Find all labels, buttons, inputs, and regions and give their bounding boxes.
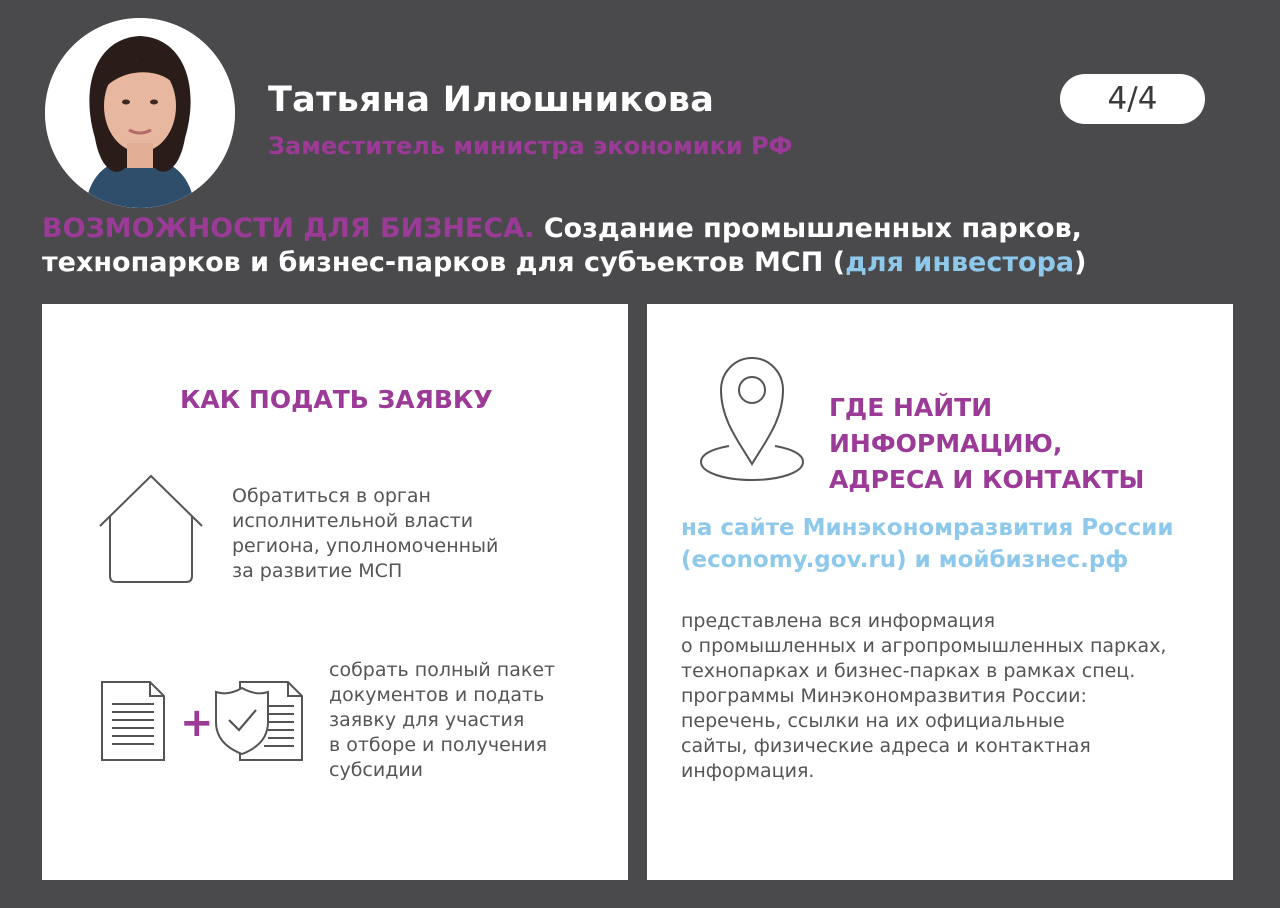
info-line: технопарках и бизнес-парках в рамках спец. bbox=[681, 660, 1136, 682]
headline-investor-link: для инвестора bbox=[845, 247, 1075, 278]
step1-line: региона, уполномоченный bbox=[232, 535, 499, 557]
info-description bbox=[681, 609, 1166, 784]
info-line: о промышленных и агропромышленных парках, bbox=[681, 635, 1167, 657]
card-title-info-line: АДРЕСА И КОНТАКТЫ bbox=[829, 465, 1145, 494]
info-line: информация. bbox=[681, 760, 815, 782]
step1-line: исполнительной власти bbox=[232, 510, 474, 532]
location-pin-icon bbox=[699, 354, 805, 482]
avatar bbox=[45, 18, 235, 208]
step2-line: документов и подать bbox=[329, 684, 545, 706]
step2-line: субсидии bbox=[329, 759, 424, 781]
shield-check-document-icon bbox=[214, 678, 306, 764]
step1-line: Обратиться в орган bbox=[232, 485, 431, 507]
step2-line: собрать полный пакет bbox=[329, 659, 556, 681]
step2-line: в отборе и получения bbox=[329, 734, 547, 756]
document-icon bbox=[100, 680, 166, 762]
plus-sign: + bbox=[180, 700, 214, 746]
headline bbox=[42, 212, 1232, 280]
person-role: Заместитель министра экономики РФ bbox=[268, 132, 793, 160]
step1-line: за развитие МСП bbox=[232, 560, 403, 582]
step2-text bbox=[329, 658, 555, 783]
info-line: представлена вся информация bbox=[681, 610, 996, 632]
website-link-line[interactable]: (economy.gov.ru) и мойбизнес.рф bbox=[681, 547, 1129, 573]
house-icon bbox=[96, 472, 206, 587]
info-card bbox=[647, 304, 1233, 880]
page-counter: 4/4 bbox=[1060, 74, 1205, 124]
info-line: сайты, физические адреса и контактная bbox=[681, 735, 1091, 757]
step1-text bbox=[232, 484, 498, 584]
website-link-line[interactable]: на сайте Минэкономразвития России bbox=[681, 515, 1174, 541]
info-line: программы Минэкономразвития России: bbox=[681, 685, 1087, 707]
person-name: Татьяна Илюшникова bbox=[268, 80, 715, 120]
info-line: перечень, ссылки на их официальные bbox=[681, 710, 1065, 732]
portrait-image bbox=[45, 18, 235, 208]
website-link-text[interactable] bbox=[681, 512, 1173, 576]
card-title-info-line: ГДЕ НАЙТИ ИНФОРМАЦИЮ, bbox=[829, 393, 1063, 458]
card-title-apply: КАК ПОДАТЬ ЗАЯВКУ bbox=[180, 385, 493, 414]
step2-line: заявку для участия bbox=[329, 709, 525, 731]
headline-accent: ВОЗМОЖНОСТИ ДЛЯ БИЗНЕСА. bbox=[42, 213, 535, 244]
headline-main: Создание промышленных парков, технопарков и бизнес-парков для субъектов МСП ( bbox=[42, 213, 1082, 278]
how-to-apply-card bbox=[42, 304, 628, 880]
card-title-info bbox=[829, 390, 1233, 498]
headline-close: ) bbox=[1074, 247, 1087, 278]
